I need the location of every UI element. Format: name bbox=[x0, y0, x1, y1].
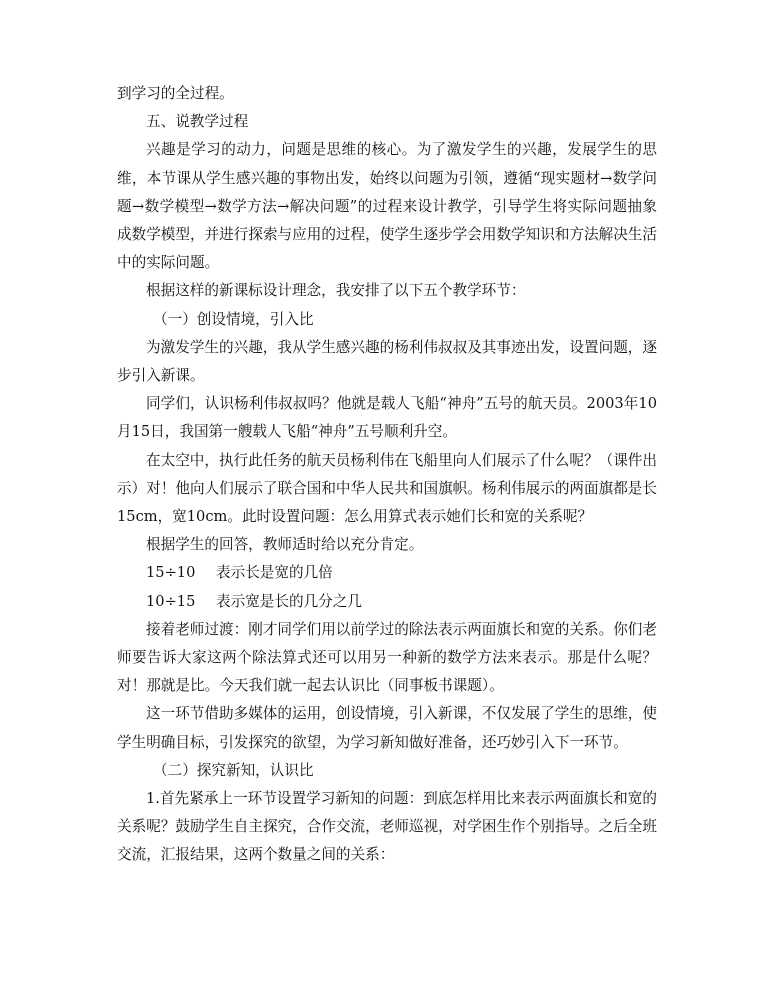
formula-meaning: 表示长是宽的几倍 bbox=[216, 564, 333, 582]
paragraph-transition: 接着老师过渡：刚才同学们用以前学过的除法表示两面旗长和宽的关系。你们老师要告诉大家这两个除法算式还可以用另一种新的数学方法来表示。那是什么呢？对！那就是比。今天我们就一起去认识比（同事板书课题）。 bbox=[117, 620, 657, 695]
formula-meaning: 表示宽是长的几分之几 bbox=[216, 592, 362, 610]
paragraph-continuation: 到学习的全过程。 bbox=[117, 85, 234, 102]
paragraph-motivation: 为激发学生的兴趣，我从学生感兴趣的杨利伟叔叔及其事迹出发，设置问题，逐步引入新课。 bbox=[117, 338, 657, 385]
paragraph-explore: 1.首先紧承上一环节设置学习新知的问题：到底怎样用比来表示两面旗长和宽的关系呢？鼓励学生自主探究，合作交流，老师巡视，对学困生作个别指导。之后全班交流，汇报结果，这两个数量之间的关系： bbox=[117, 790, 657, 864]
section-heading: 五、说教学过程 bbox=[146, 113, 249, 131]
subsection-heading-1: （一）创设情境，引入比 bbox=[153, 310, 314, 328]
subsection-heading-2: （二）探究新知，认识比 bbox=[153, 761, 314, 779]
paragraph-space: 在太空中，执行此任务的航天员杨利伟在飞船里向人们展示了什么呢？（课件出示）对！他向人们展示了联合国和中华人民共和国旗帜。杨利伟展示的两面旗都是长15cm，宽10cm。此时设置问题：怎么用算式表示她们长和宽的关系呢？ bbox=[117, 451, 657, 526]
paragraph-concept: 根据这样的新课标设计理念，我安排了以下五个教学环节： bbox=[146, 282, 526, 300]
paragraph-summary: 这一环节借助多媒体的运用，创设情境，引入新课，不仅发展了学生的思维，使学生明确目标，引发探究的欲望，为学习新知做好准备，还巧妙引入下一环节。 bbox=[117, 705, 657, 751]
paragraph-interest: 兴趣是学习的动力，问题是思维的核心。为了激发学生的兴趣，发展学生的思维，本节课从学生感兴趣的事物出发，始终以问题为引领，遵循“现实题材→数学问题→数学模型→数学方法→解决问题”的过程来设计教学，引导学生将实际问题抽象成数学模型，并进行探索与应用的过程，使学生逐步学会用数学知识和方法解决生活中的实际问题。 bbox=[117, 141, 657, 272]
document-page bbox=[117, 80, 657, 870]
formula-expression: 10÷15 bbox=[146, 592, 196, 610]
formula-expression: 15÷10 bbox=[146, 564, 196, 582]
paragraph-astronaut: 同学们，认识杨利伟叔叔吗？他就是载人飞船“神舟”五号的航天员。2003年10月15日，我国第一艘载人飞船“神舟”五号顺利升空。 bbox=[117, 395, 657, 441]
paragraph-feedback: 根据学生的回答，教师适时给以充分肯定。 bbox=[146, 536, 424, 554]
formula-line-1 bbox=[117, 559, 657, 587]
formula-line-2 bbox=[117, 588, 657, 616]
